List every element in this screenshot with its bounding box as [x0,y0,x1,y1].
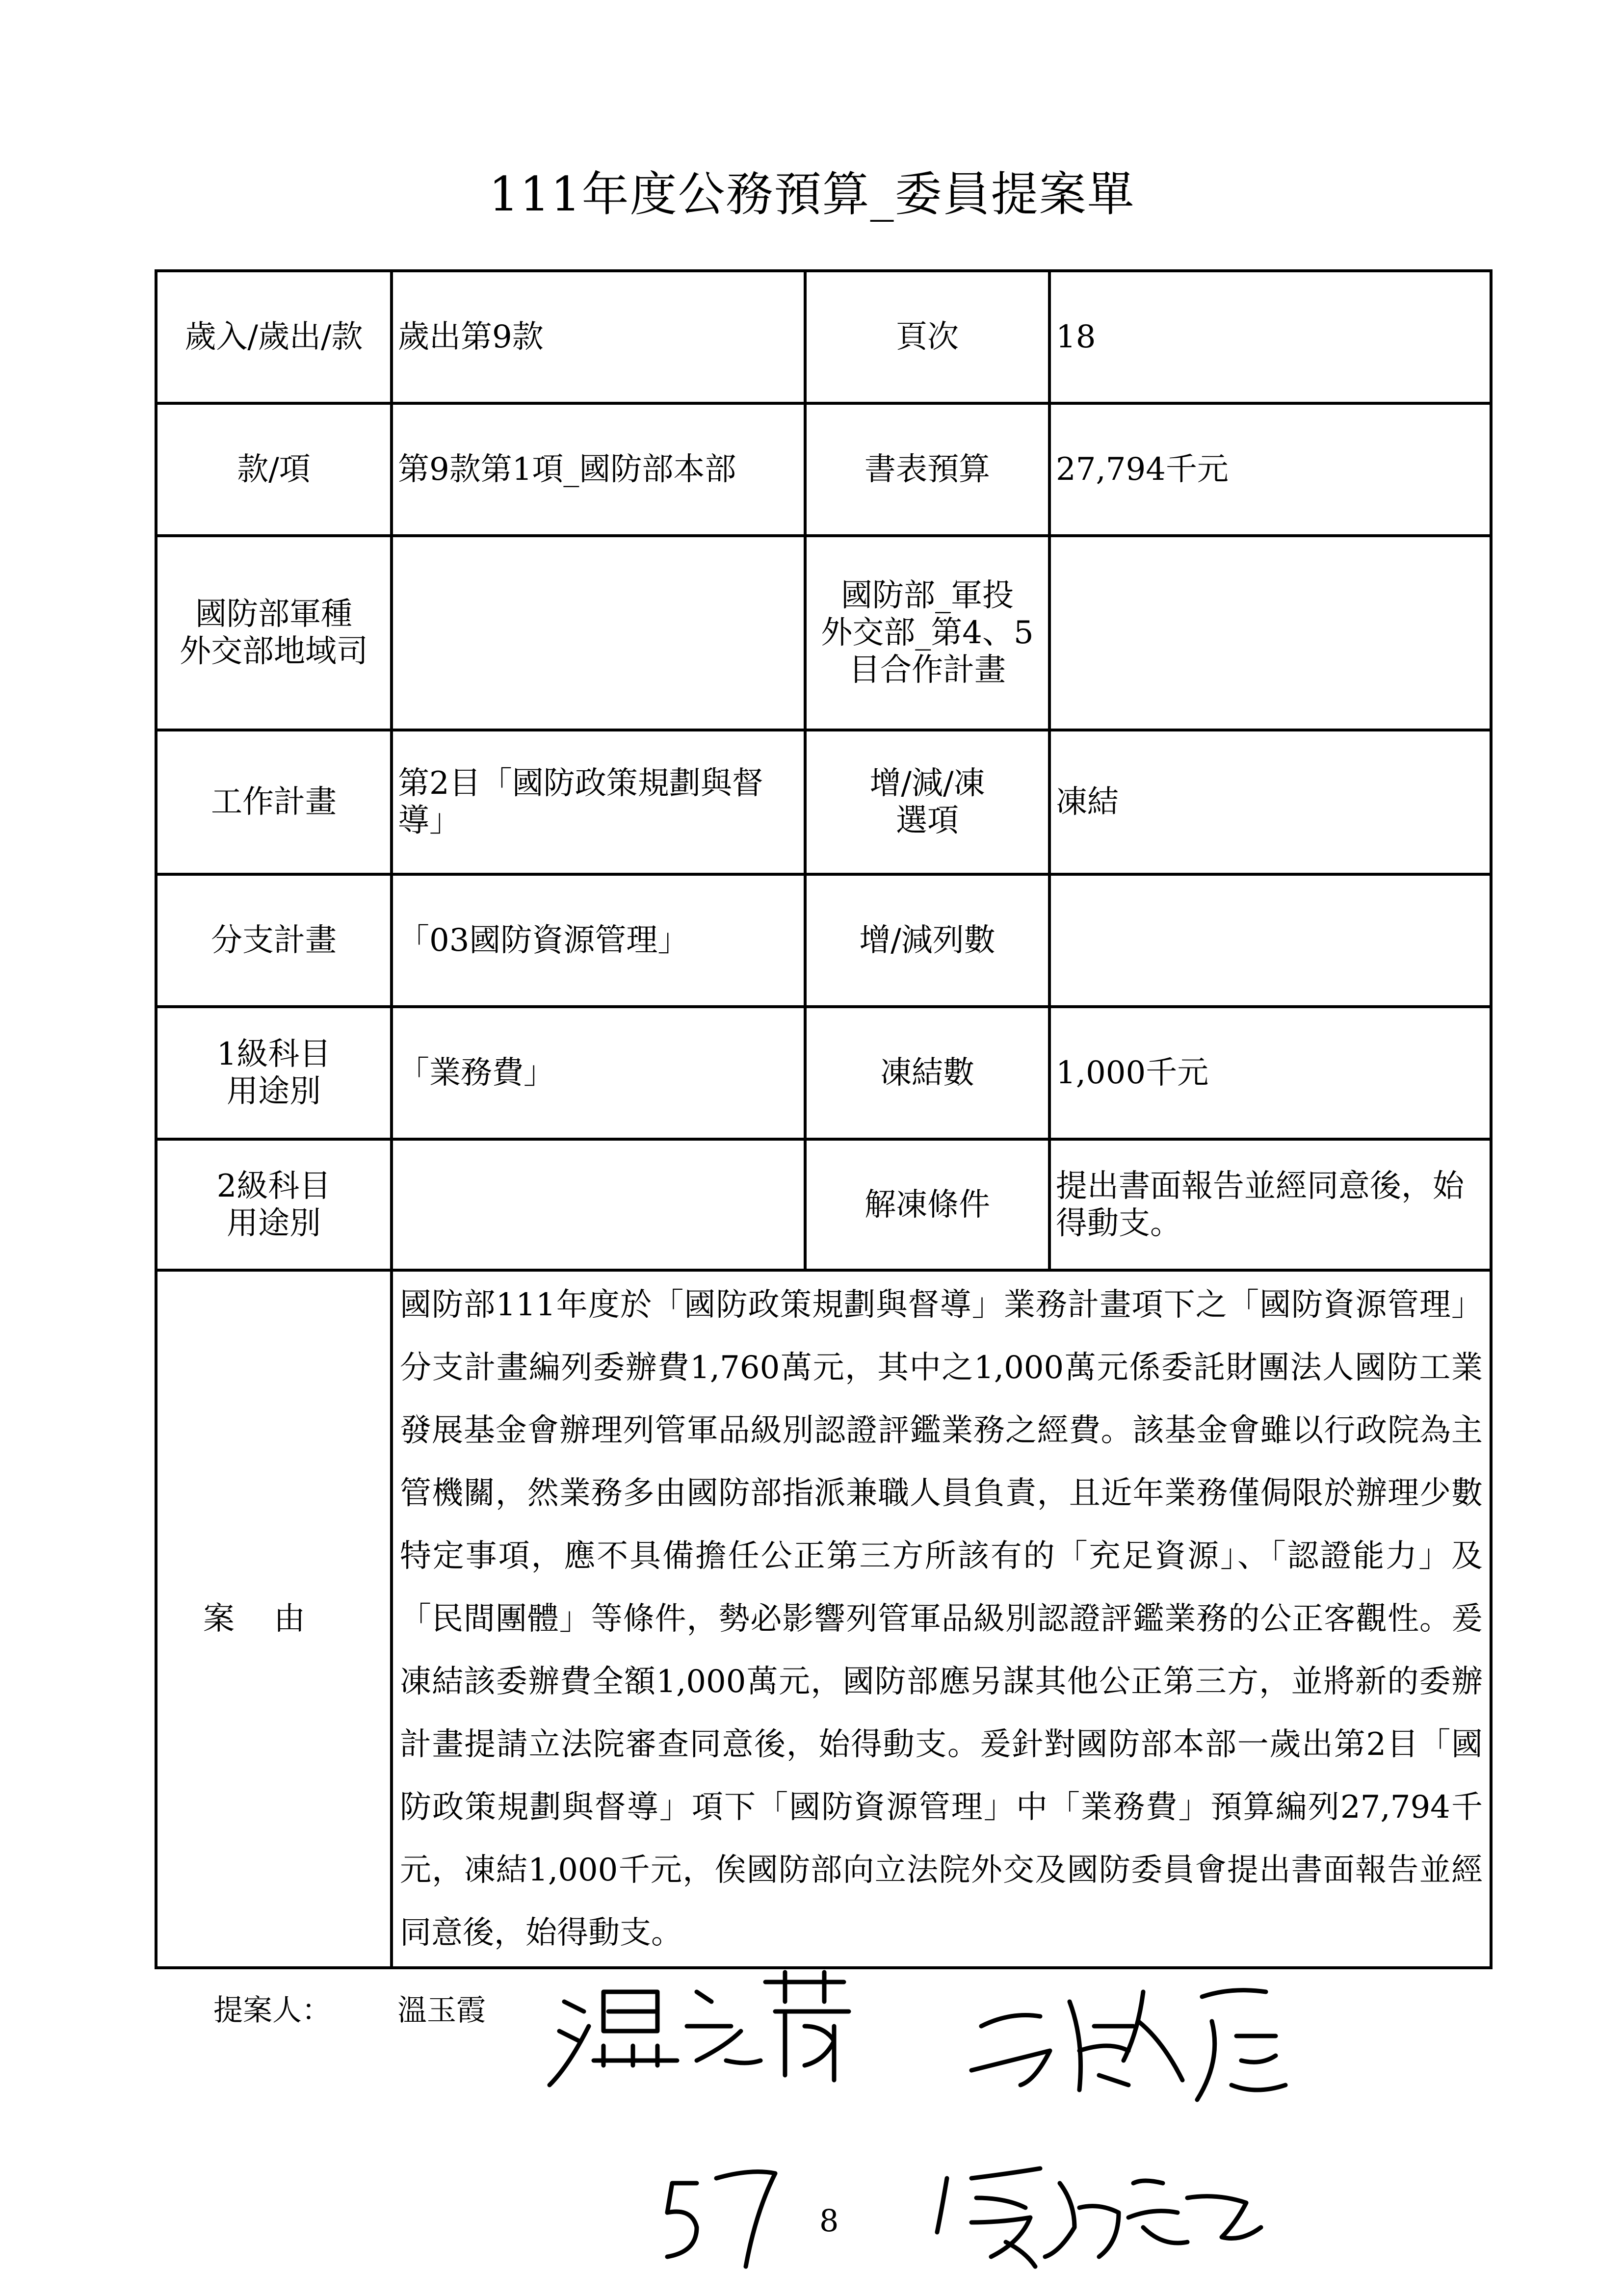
branch-plan-label-2: 增/減列數 [805,874,1049,1007]
section-item-value: 第9款第1項_國防部本部 [392,403,805,536]
section-item-value-2: 27,794千元 [1049,403,1491,536]
signature-1 [550,1972,849,2085]
reason-label: 案由 [156,1270,392,1968]
work-plan-value: 第2目「國防政策規劃與督導」 [392,730,805,874]
revenue-expenditure-value-2: 18 [1049,271,1491,403]
branch-plan-label: 分支計畫 [156,874,392,1007]
page-number: 8 [819,2203,839,2239]
branch-plan-value: 「03國防資源管理」 [392,874,805,1007]
signature-2 [971,1990,1285,2100]
section-item-label-2: 書表預算 [805,403,1049,536]
level1-subject-value-2: 1,000千元 [1049,1007,1491,1139]
proposer-name: 溫玉霞 [397,1993,486,2028]
revenue-expenditure-label-2: 頁次 [805,271,1049,403]
work-plan-value-2: 凍結 [1049,730,1491,874]
work-plan-label-2: 增/減/凍 選項 [805,730,1049,874]
revenue-expenditure-value: 歲出第9款 [392,271,805,403]
reason-text: 國防部111年度於「國防政策規劃與督導」業務計畫項下之「國防資源管理」分支計畫編列委辦費1,760萬元，其中之1,000萬元係委託財團法人國防工業發展基金會辦理列管軍品級別認證評鑑業務之經費。該基金會雖以行政院為主管機關，然業務多由國防部指派兼職人員負責，且近年業務僅侷限於辦理少數特定事項，應不具備擔任公正第三方所該有的「充足資源」、「認證能力」及「民間團體」等條件，勢必影響列管軍品級別認證評鑑業務的公正客觀性。爰凍結該委辦費全額1,000萬元，國防部應另謀其他公正第三方，並將新的委辦計畫提請立法院審查同意後，始得動支。爰針對國防部本部一歲出第2目「國防政策規劃與督導」項下「國防資源管理」中「業務費」預算編列27,794千元，凍結1,000千元，俟國防部向立法院外交及國防委員會提出書面報告並經同意後，始得動支。 [392,1270,1491,1968]
level1-subject-value: 「業務費」 [392,1007,805,1139]
level2-subject-label-2: 解凍條件 [805,1139,1049,1270]
level2-subject-value-2: 提出書面報告並經同意後，始得動支。 [1049,1139,1491,1270]
level2-subject-label: 2級科目 用途別 [156,1139,392,1270]
signature-3 [937,2168,1261,2267]
level1-subject-label-2: 凍結數 [805,1007,1049,1139]
revenue-expenditure-label: 歲入/歲出/款 [156,271,392,403]
military-branch-label-2: 國防部_軍投 外交部_第4、5 目合作計畫 [805,536,1049,730]
handwritten-number-57 [667,2172,775,2267]
level1-subject-label: 1級科目 用途別 [156,1007,392,1139]
work-plan-label: 工作計畫 [156,730,392,874]
document-title: 111年度公務預算_委員提案單 [489,167,1135,222]
proposer-label: 提案人： [213,1993,331,2028]
military-branch-label: 國防部軍種 外交部地域司 [156,536,392,730]
section-item-label: 款/項 [156,403,392,536]
